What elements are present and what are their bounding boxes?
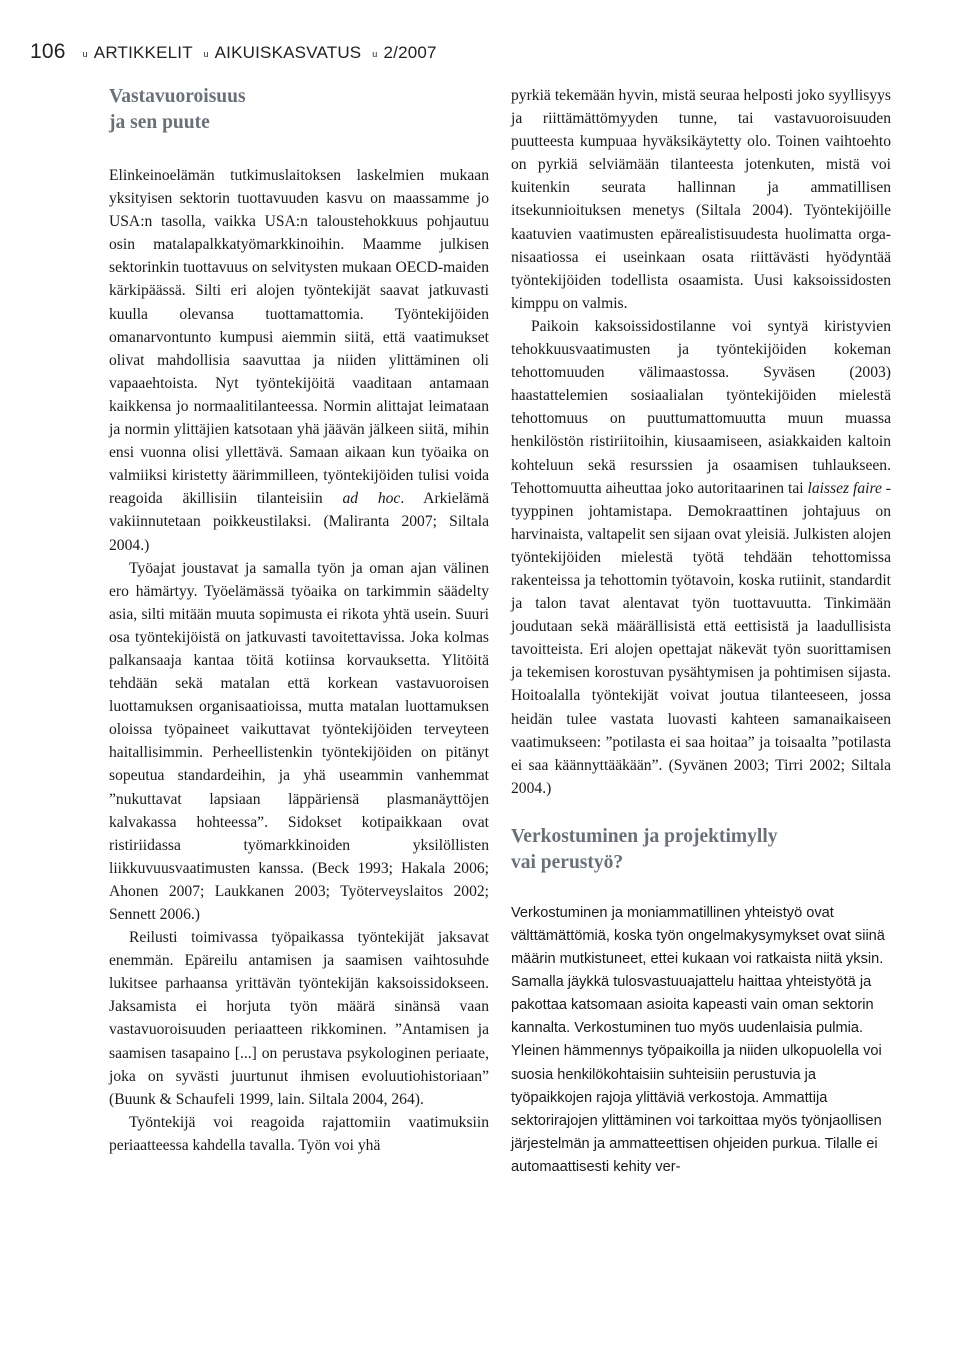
- separator-glyph: u: [203, 48, 209, 59]
- section-label: ARTIKKELIT: [93, 43, 193, 62]
- paragraph-text: Elinkeinoelämän tutkimuslaitoksen laskelmien mukaan yksityisen sektorin tuottavuuden kasvu on maassamme jo USA:n tasolla, vaikka USA:n taloustehokkuus pohjautuu osin matalapalkkatyömarkkinoihin. Maamme julkisen sektorinkin tuottavuus on selvitysten mukaan OECD-maiden kärkipäässä. Silti eri alojen työntekijät saavat jatkuvasti kuulla olevansa tuottamattomia. Työntekijöiden omanarvontunto kumpusi aiemmin siitä, että vaatimukset olivat mahdollisia saavuttaa ja niiden ylittäminen oli vapaaehtoista. Nyt työntekijöitä vaaditaan antamaan kaikkensa jo normaalitilanteessa. Normin alittajat leimataan ja normin ylittäjien katsotaan yhä jäävän jälkeen siitä, mihin ensi vuonna olisi yllettävä. Samaan aikaan kun työaika on valmiiksi kiristetty äärimmilleen, työntekijöiden tulisi voida reagoida äkillisiin tilanteisiin: [109, 167, 489, 508]
- journal-name: AIKUISKASVATUS: [214, 43, 362, 62]
- paragraph: Työntekijä voi reagoida rajattomiin vaatimuksiin periaatteessa kahdella tavalla. Työn voi yhä: [109, 1113, 489, 1154]
- paragraph: pyrkiä tekemään hyvin, mistä seuraa helposti joko syyllisyys ja riittämättömyyden tunne, tai vastavuoroisuuden puutteesta kumpuaa hyväksikäytetty olo. Toinen vaihtoehto on pyrkiä selviämään tilanteesta jotenkuten, mistä voi kuitenkin seurata hallinnan ja ammatillisen itsekunnioituksen menetys (Siltala 2004). Työntekijöille kaatuvien vaatimusten epärealistisuudesta huolimatta organisaatiossa ei useinkaan osata riittävästi hyödyntää työntekijöiden todellista osaamista. Uusi kaksoissidosten kimppu on valmis.: [511, 87, 891, 312]
- running-head: [30, 40, 437, 64]
- paragraph: Verkostuminen ja moniammatillinen yhteistyö ovat välttämättömiä, koska työn ongelmakysymykset ovat siinä määrin mutkistuneet, ettei kukaan voi ratkaista niitä yksin. Samalla jäykkä tulosvastuuajattelu haittaa yhteistyötä ja pakottaa katsomaan asioita kapeasti vain oman sektorin kannalta. Verkostuminen tuo myös uudenlaisia pulmia. Yleinen hämmennys työpaikoilla ja niiden ulkopuolella voi suosia henkilökohtaisiin suhteisiin perustuvia ja työpaikkojen rajoja ylittäviä verkostoja. Ammattija sektorirajojen ylittäminen voi tarkoittaa myös työnjaollisen järjestelmän ja ammatteettisen ohjeiden purkua. Tilalle ei automaattisesti kehity ver-: [511, 904, 885, 1175]
- section-heading: [109, 84, 489, 136]
- italic-term: laissez faire: [807, 479, 882, 497]
- heading-line-2: vai perustyö?: [511, 851, 624, 873]
- italic-term: ad hoc: [342, 490, 401, 508]
- paragraph: Työajat joustavat ja samalla työn ja oman ajan välinen ero hämärtyy. Työelämässä työaika on tarkimmin säädelty asia, silti mitään muuta sopimusta ei rikota yhtä usein. Suuri osa työntekijöistä on jatkuvasti tavoitettavissa. Joka kolmas palkansaaja kantaa töitä kotiinsa korvauksetta. Ylitöitä tehdään sekä matalan että korkean vastavuoroisen luottamuksen organisaatioissa, mutta matalan luottamuksen oloissa työpaineet vaikuttavat työntekijöiden terveyteen haitallisimmin. Perheellistenkin työntekijöiden on pitänyt sopeutua standardeihin, ja yhä useammin vanhemmat ”nukuttavat lapsiaan läppäriensä plasmanäyttöjen kalvakassa hohteessa”. Sidokset kotipaikkaan ovat ristiriidassa työmarkkinoiden yksilöllisten liikkuvuusvaatimusten kanssa. (Beck 1993; Hakala 2006; Ahonen 2007; Laukkanen 2003; Työterveyslaitos 2002; Sennett 2006.): [109, 559, 489, 923]
- heading-line-1: Verkostuminen ja projektimylly: [511, 825, 778, 847]
- heading-line-2: ja sen puute: [109, 112, 210, 133]
- paragraph-text: Paikoin kaksoissidostilanne voi syntyä kiristyvien tehokkuusvaatimusten ja työntekijöiden kokeman tehottomuuden välimaastossa. Syväsen (2003) haastattelemien sosiaalialan työntekijöiden mielestä tehottomuus on puuttumattomuutta muun muassa henkilöstön ristiriitoihin, kiusaamiseen, asiakkaiden kaltoin kohteluun sekä resurssien ja osaamisen tuhlaukseen. Tehottomuutta aiheuttaa joko autoritaarinen tai: [511, 317, 891, 497]
- issue-number: 2/2007: [383, 43, 437, 62]
- paragraph: [109, 164, 489, 557]
- separator-glyph: u: [82, 48, 88, 59]
- right-column: [511, 84, 891, 1179]
- page-number: 106: [30, 40, 66, 63]
- paragraph: [511, 315, 891, 800]
- paragraph-text: -tyyppinen johtamistapa. Demokraattinen johtajuus on harvinaista, valtapelit sen sijaan ovat yleisiä. Julkisten alojen työntekijöiden mielestä työtä tehdään tehottomissa rakenteissa ja tehottomin työtavoin, koska rutiinit, standardit ja talon tavat alentavat työn tuottavuutta. Tinkimään joudutaan sekä määrällisistä että eettisistä ja laadullisista tavoitteista. Eri alojen opettajat näkevät työn suorittamisen ja tekemisen korostuvan pysähtymisen ja pohtimisen sijasta. Hoitoalalla työntekijät voivat joutua tilanteeseen, jossa heidän tulee vastata luovasti kahteen samanaikaiseen vaatimukseen: ”potilasta ei saa hoitaa” ja toisaalta ”potilasta ei saa käännyttääkään”. (Syvänen 2003; Tirri 2002; Siltala 2004.): [511, 479, 892, 797]
- paragraph-text: . Arkielämä vakiinnutetaan poikkeustilaksi. (Maliranta 2007; Siltala 2004.): [109, 490, 489, 554]
- left-column: [109, 84, 489, 1157]
- separator-glyph: u: [372, 48, 378, 59]
- section-heading: [511, 824, 891, 876]
- paragraph: Reilusti toimivassa työpaikassa työntekijät jaksavat enemmän. Epäreilu antamisen ja saamisen vaihtosuhde lukitsee parhaansa yrittävän työntekijän kaksoissidokseen. Jaksamista ei horjuta työn määrä sinänsä vaan vastavuoroisuuden periaatteen rikkominen. ”Antamisen ja saamisen tasapaino [...] on perustava psykologinen periaate, joka on syvästi juurtunut ihmisen evoluutiohistoriaan” (Buunk & Schaufeli 1999, lain. Siltala 2004, 264).: [109, 929, 489, 1108]
- heading-line-1: Vastavuoroisuus: [109, 86, 246, 107]
